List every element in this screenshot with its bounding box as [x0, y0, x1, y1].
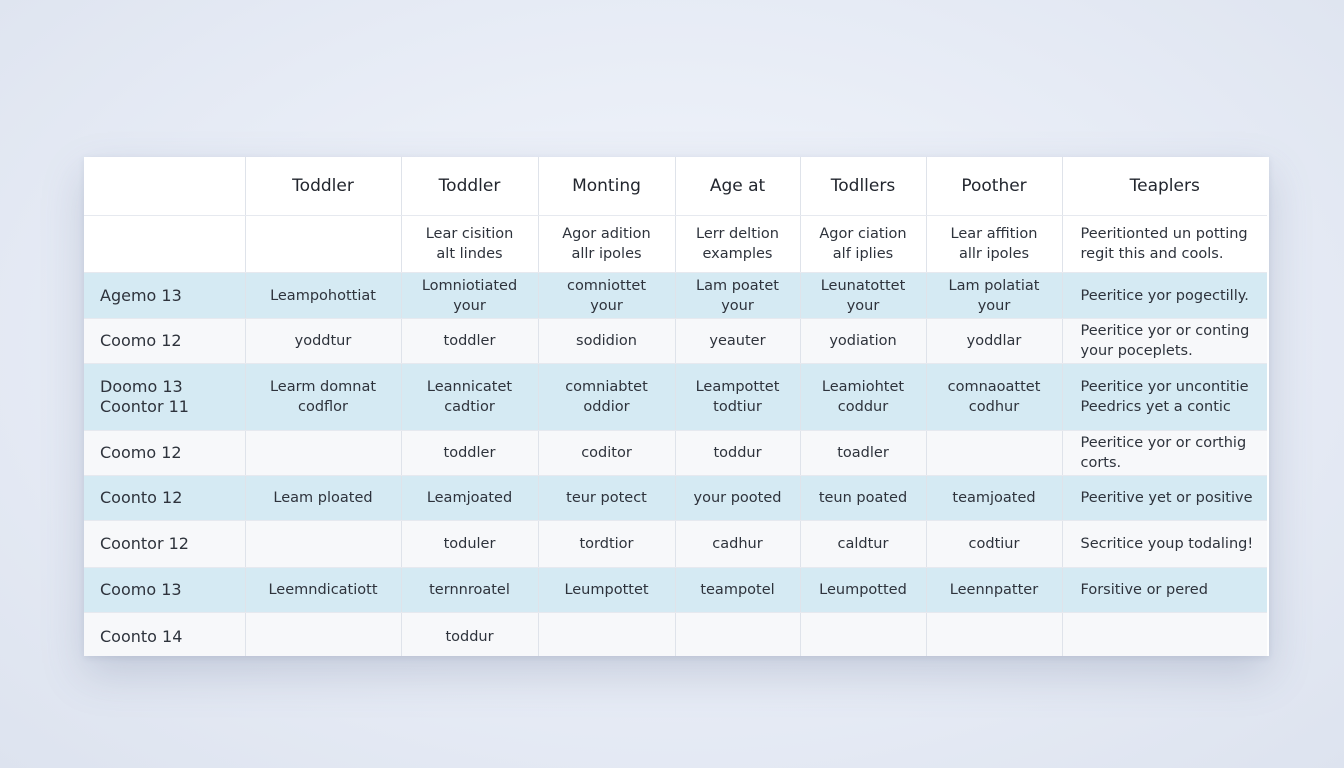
row-label-cell: [84, 568, 245, 613]
cell-text-line: Lam poatet: [696, 277, 779, 294]
cell-text-line: yoddlar: [966, 333, 1022, 349]
cell-text-line: Leemndicatiott: [268, 582, 378, 598]
row-label-cell: [84, 613, 245, 657]
cell-text-line: regit this and cools.: [1080, 246, 1224, 262]
column-header: Toddler: [401, 157, 538, 216]
table-cell: [245, 431, 401, 476]
subheader-cell: [84, 216, 245, 273]
cell-text-line: Forsitive or pered: [1080, 582, 1208, 598]
table-cell: [926, 431, 1062, 476]
cell-text-line: Coonto 12: [100, 488, 183, 507]
cell-text-line: tordtior: [579, 536, 634, 552]
table-cell: [675, 476, 800, 521]
table-cell: [1062, 364, 1267, 431]
table-cell: [401, 613, 538, 657]
cell-text-line: ternnroatel: [429, 582, 510, 598]
table-cell: [538, 476, 675, 521]
subheader-cell: [926, 216, 1062, 273]
cell-text-line: comniottet: [566, 277, 647, 294]
cell-text-line: yoddtur: [294, 333, 352, 349]
cell-text-line: Coontor 11: [100, 397, 189, 416]
table-cell: [800, 273, 926, 319]
cell-text-line: Leumpotted: [819, 582, 907, 598]
table-cell: [401, 273, 538, 319]
cell-text-line: Leampottet: [695, 379, 780, 395]
table-cell: [245, 273, 401, 319]
table-row: [84, 431, 1267, 476]
row-label-cell: [84, 273, 245, 319]
cell-text-line: codflor: [297, 399, 348, 415]
table-row: [84, 273, 1267, 319]
row-label-cell: [84, 521, 245, 568]
table-cell: [1062, 613, 1267, 657]
cell-text-line: Lerr deltion: [696, 226, 779, 242]
cell-text-line: codhur: [968, 399, 1020, 415]
subheader-row: [84, 216, 1267, 273]
subheader-cell: [401, 216, 538, 273]
column-header: Monting: [538, 157, 675, 216]
table-cell: [926, 273, 1062, 319]
table-cell: [245, 476, 401, 521]
cell-text-line: oddior: [583, 399, 630, 415]
table-cell: [538, 568, 675, 613]
cell-text-line: your: [590, 297, 623, 314]
cell-text-line: comniabtet: [565, 379, 648, 395]
table-cell: [800, 568, 926, 613]
table-cell: [675, 568, 800, 613]
cell-text-line: Doomo 13: [100, 377, 183, 396]
table-cell: [538, 431, 675, 476]
cell-text-line: Coonto 14: [100, 627, 183, 646]
cell-text-line: Leamjoated: [426, 490, 513, 506]
cell-text-line: Lam polatiat: [948, 277, 1040, 294]
table-row: [84, 521, 1267, 568]
table-cell: [675, 613, 800, 657]
cell-text-line: alt lindes: [436, 246, 503, 262]
header-row: [84, 157, 1267, 216]
cell-text-line: codtiur: [968, 536, 1020, 552]
table-cell: [245, 319, 401, 364]
cell-text-line: coddur: [837, 399, 889, 415]
table-cell: [926, 319, 1062, 364]
cell-text-line: Lomniotiated: [421, 277, 518, 294]
table-row: [84, 476, 1267, 521]
cell-text-line: Coontor 12: [100, 534, 189, 553]
cell-text-line: Coomo 12: [100, 331, 182, 350]
table-cell: [401, 568, 538, 613]
table-cell: [401, 476, 538, 521]
table-cell: [401, 364, 538, 431]
cell-text-line: Coomo 13: [100, 580, 182, 599]
cell-text-line: Peeritice yor pogectilly.: [1080, 287, 1249, 304]
table-cell: [401, 521, 538, 568]
cell-text-line: your: [721, 297, 754, 314]
cell-text-line: alf iplies: [832, 246, 894, 262]
cell-text-line: Leumpottet: [564, 582, 649, 598]
table-cell: [926, 364, 1062, 431]
table-cell: [800, 476, 926, 521]
cell-text-line: Leunatottet: [820, 277, 906, 294]
table-cell: [538, 521, 675, 568]
table-cell: [538, 613, 675, 657]
subheader-cell: [1062, 216, 1267, 273]
cell-text-line: yeauter: [709, 333, 766, 349]
table-cell: [675, 364, 800, 431]
table-cell: [1062, 521, 1267, 568]
cell-text-line: Agor adition: [562, 226, 651, 242]
cell-text-line: allr ipoles: [958, 246, 1030, 262]
table-cell: [675, 431, 800, 476]
cell-text-line: Leamiohtet: [821, 379, 905, 395]
table-cell: [1062, 476, 1267, 521]
table-cell: [538, 319, 675, 364]
table-cell: [1062, 273, 1267, 319]
table-row: [84, 364, 1267, 431]
cell-text-line: your: [453, 297, 486, 314]
cell-text-line: toddur: [713, 445, 762, 461]
cell-text-line: teamjoated: [952, 490, 1036, 506]
cell-text-line: examples: [702, 246, 773, 262]
cell-text-line: Leampohottiat: [270, 287, 376, 304]
table-cell: [800, 613, 926, 657]
table-cell: [538, 273, 675, 319]
cell-text-line: yodiation: [829, 333, 897, 349]
table-cell: [926, 613, 1062, 657]
table-cell: [800, 364, 926, 431]
cell-text-line: toddur: [445, 629, 494, 645]
row-label-cell: [84, 319, 245, 364]
row-label-cell: [84, 476, 245, 521]
cell-text-line: sodidion: [576, 333, 637, 349]
cell-text-line: Lear cisition: [425, 226, 514, 242]
column-header: [84, 157, 245, 216]
table-cell: [675, 273, 800, 319]
comparison-table: [84, 157, 1267, 656]
data-table-card: [84, 157, 1269, 656]
cell-text-line: comnaoattet: [947, 379, 1041, 395]
column-header: Teaplers: [1062, 157, 1267, 216]
subheader-cell: [245, 216, 401, 273]
column-header: Todllers: [800, 157, 926, 216]
cell-text-line: teun poated: [818, 490, 908, 506]
table-cell: [800, 521, 926, 568]
subheader-cell: [538, 216, 675, 273]
cell-text-line: Peeritice yor or corthig: [1080, 435, 1247, 451]
cell-text-line: Leennpatter: [949, 582, 1039, 598]
cell-text-line: your pooted: [693, 490, 782, 506]
table-cell: [800, 319, 926, 364]
table-row: [84, 613, 1267, 657]
cell-text-line: Peeritive yet or positive: [1080, 490, 1253, 506]
table-cell: [245, 613, 401, 657]
cell-text-line: coditor: [581, 445, 632, 461]
table-cell: [1062, 568, 1267, 613]
table-cell: [245, 364, 401, 431]
table-cell: [1062, 431, 1267, 476]
cell-text-line: Peeritionted un potting: [1080, 226, 1248, 242]
table-cell: [926, 568, 1062, 613]
column-header: Poother: [926, 157, 1062, 216]
cell-text-line: Peeritice yor uncontitie: [1080, 379, 1249, 395]
row-label-cell: [84, 364, 245, 431]
cell-text-line: Lear affition: [950, 226, 1038, 242]
cell-text-line: Agor ciation: [819, 226, 907, 242]
cell-text-line: toadler: [837, 445, 889, 461]
table-cell: [401, 431, 538, 476]
table-cell: [800, 431, 926, 476]
cell-text-line: toduler: [443, 536, 496, 552]
cell-text-line: your: [846, 297, 880, 314]
table-cell: [245, 521, 401, 568]
cell-text-line: cadtior: [444, 399, 495, 415]
cell-text-line: your: [977, 297, 1011, 314]
subheader-cell: [800, 216, 926, 273]
table-cell: [926, 521, 1062, 568]
column-header: Toddler: [245, 157, 401, 216]
cell-text-line: caldtur: [837, 536, 889, 552]
cell-text-line: Leam ploated: [273, 490, 373, 506]
table-cell: [1062, 319, 1267, 364]
cell-text-line: your poceplets.: [1080, 343, 1193, 359]
cell-text-line: toddler: [443, 333, 496, 349]
row-label-cell: [84, 431, 245, 476]
cell-text-line: toddler: [443, 445, 496, 461]
cell-text-line: Learm domnat: [269, 379, 377, 395]
cell-text-line: Agemo 13: [100, 285, 182, 305]
cell-text-line: Peedrics yet a contic: [1080, 399, 1231, 415]
cell-text-line: teur potect: [566, 490, 647, 506]
table-cell: [245, 568, 401, 613]
cell-text-line: Peeritice yor or conting: [1080, 323, 1250, 339]
table-row: [84, 319, 1267, 364]
table-cell: [538, 364, 675, 431]
cell-text-line: teampotel: [700, 582, 775, 598]
table-cell: [675, 521, 800, 568]
cell-text-line: Secritice youp todaling!: [1080, 536, 1254, 552]
cell-text-line: Coomo 12: [100, 443, 182, 462]
cell-text-line: Leannicatet: [426, 379, 513, 395]
cell-text-line: todtiur: [713, 399, 762, 415]
table-cell: [926, 476, 1062, 521]
table-cell: [401, 319, 538, 364]
cell-text-line: cadhur: [712, 536, 763, 552]
subheader-cell: [675, 216, 800, 273]
column-header: Age at: [675, 157, 800, 216]
table-row: [84, 568, 1267, 613]
table-cell: [675, 319, 800, 364]
cell-text-line: corts.: [1080, 455, 1122, 471]
cell-text-line: allr ipoles: [571, 246, 642, 262]
